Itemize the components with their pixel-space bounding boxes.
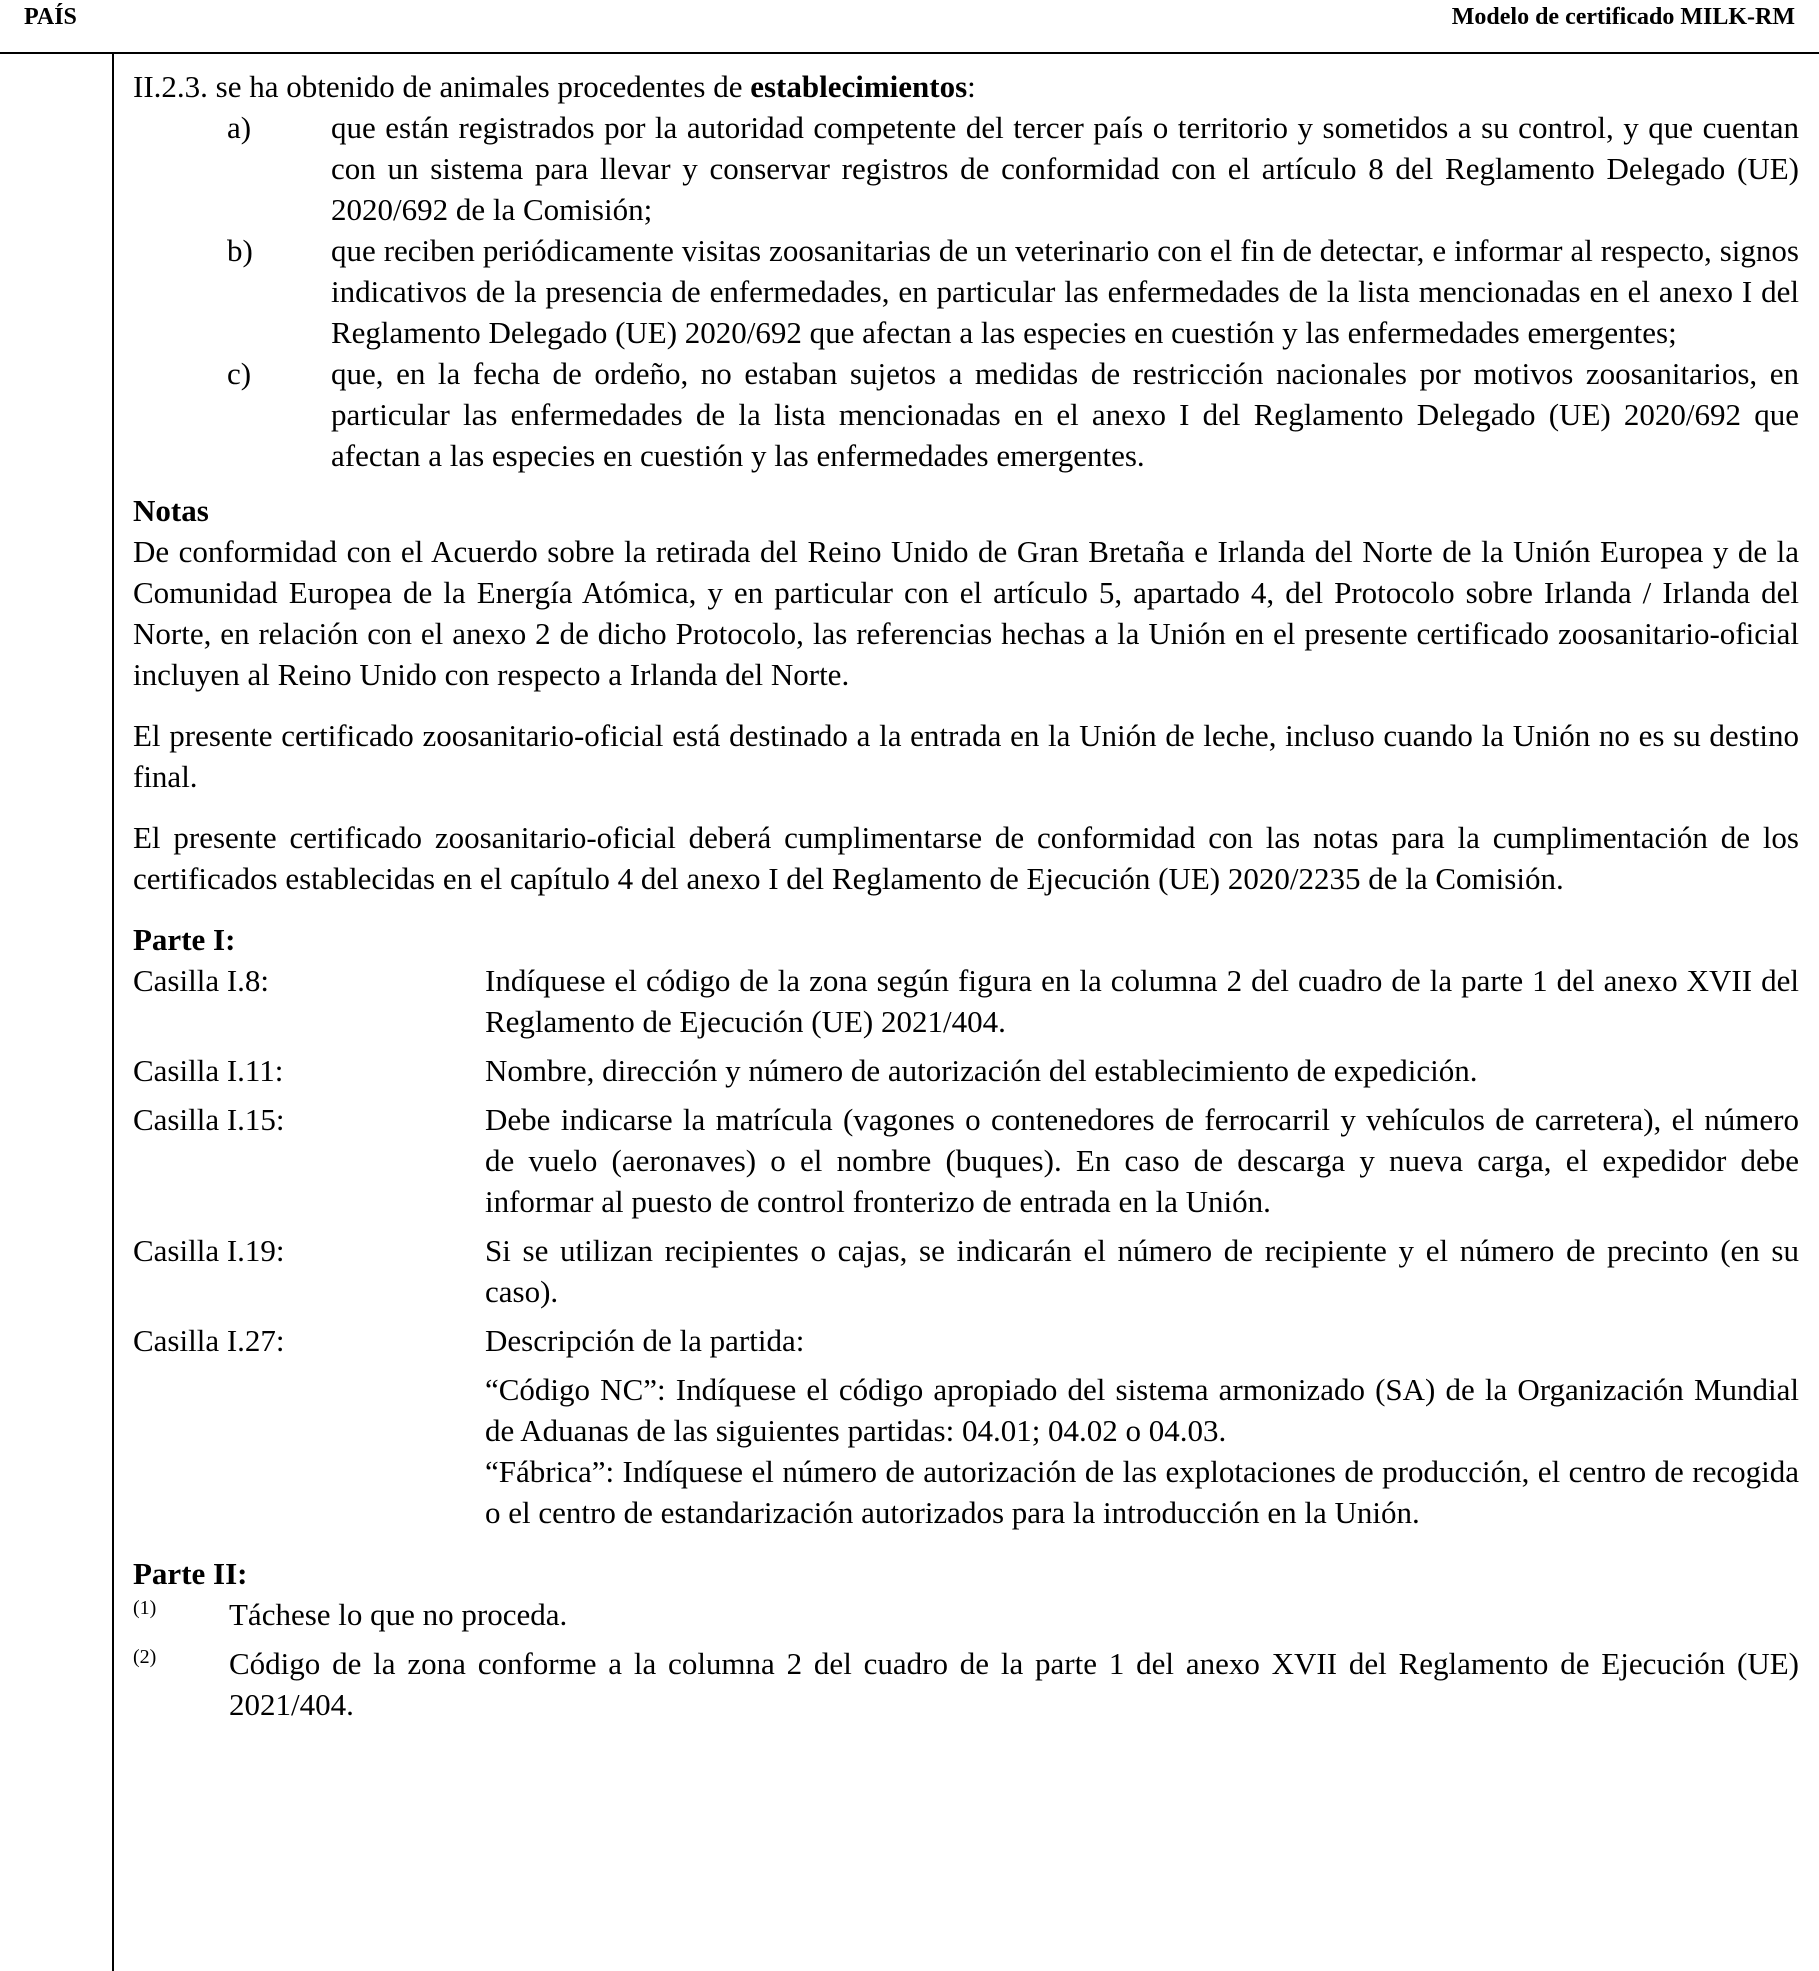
box-text: Debe indicarse la matrícula (vagones o contenedores de ferrocarril y vehículos de carretera), el número de vuelo (aeronaves) o el nombre (buques). En caso de descarga y nueva carga, el expedidor debe informar al puesto de control fronterizo de entrada en la Unión. (485, 1102, 1799, 1219)
certificate-body (133, 66, 1799, 1725)
box-row-i-19 (133, 1230, 1799, 1312)
notes-paragraph: El presente certificado zoosanitario-oficial está destinado a la entrada en la Unión de leche, incluso cuando la Unión no es su destino final. (133, 718, 1799, 794)
box-text: Si se utilizan recipientes o cajas, se indicarán el número de recipiente y el número de precinto (en su caso). (485, 1233, 1799, 1309)
i27-detail-factory: “Fábrica”: Indíquese el número de autorización de las explotaciones de producción, el centro de recogida o el centro de estandarización autorizados para la introducción en la Unión. (485, 1454, 1799, 1530)
list-item-text: que están registrados por la autoridad competente del tercer país o territorio y sometidos a su control, y que cuentan con un sistema para llevar y conservar registros de conformidad con el artículo 8 del Reglamento Delegado (UE) 2020/692 de la Comisión; (331, 110, 1799, 227)
box-row-i-27 (133, 1320, 1799, 1361)
left-margin-rule (112, 53, 114, 1971)
part-ii-title: Parte II: (133, 1556, 248, 1591)
section-intro-prefix: II.2.3. se ha obtenido de animales procedentes de (133, 69, 751, 104)
list-item-a (133, 107, 1799, 230)
list-item-c (133, 353, 1799, 476)
footnote-1 (133, 1594, 1799, 1635)
box-label: Casilla I.27: (133, 1323, 285, 1358)
notes-paragraph: De conformidad con el Acuerdo sobre la retirada del Reino Unido de Gran Bretaña e Irlanda del Norte de la Unión Europea y de la Comunidad Europea de la Energía Atómica, y en particular con el artículo 5, apartado 4, del Protocolo sobre Irlanda / Irlanda del Norte, en relación con el anexo 2 de dicho Protocolo, las referencias hechas a la Unión en el presente certificado zoosanitario-oficial incluyen al Reino Unido con respecto a Irlanda del Norte. (133, 534, 1799, 692)
header-rule (0, 52, 1819, 54)
list-item-text: que, en la fecha de ordeño, no estaban sujetos a medidas de restricción nacionales por motivos zoosanitarios, en particular las enfermedades de la lista mencionadas en el anexo I del Reglamento Delegado (UE) 2020/692 que afectan a las especies en cuestión y las enfermedades emergentes. (331, 356, 1799, 473)
section-intro-bold: establecimientos (750, 69, 968, 104)
list-marker: b) (227, 233, 253, 268)
box-row-i-11 (133, 1050, 1799, 1091)
notes-title: Notas (133, 493, 209, 528)
list-item-text: que reciben periódicamente visitas zoosanitarias de un veterinario con el fin de detectar, e informar al respecto, signos indicativos de la presencia de enfermedades, en particular las enfermedades de la lista mencionadas en el anexo I del Reglamento Delegado (UE) 2020/692 que afectan a las especies en cuestión y las enfermedades emergentes; (331, 233, 1799, 350)
section-intro-suffix: : (967, 69, 976, 104)
footnote-text: Táchese lo que no proceda. (229, 1597, 568, 1632)
footnote-number: (2) (133, 1646, 157, 1668)
list-marker: c) (227, 356, 252, 391)
section-ii-2-3-heading (133, 66, 1799, 107)
header-certificate-model: Modelo de certificado MILK-RM (1451, 4, 1795, 30)
footnote-2 (133, 1643, 1799, 1725)
footnote-number: (1) (133, 1597, 157, 1619)
part-i-title: Parte I: (133, 922, 236, 957)
list-marker: a) (227, 110, 252, 145)
footnote-text: Código de la zona conforme a la columna 2 del cuadro de la parte 1 del anexo XVII del Reglamento de Ejecución (UE) 2021/404. (229, 1646, 1799, 1722)
box-label: Casilla I.8: (133, 963, 270, 998)
notes-paragraph: El presente certificado zoosanitario-oficial deberá cumplimentarse de conformidad con las notas para la cumplimentación de los certificados establecidas en el capítulo 4 del anexo I del Reglamento de Ejecución (UE) 2020/2235 de la Comisión. (133, 820, 1799, 896)
header-country: PAÍS (24, 4, 77, 30)
i27-detail-cn-code: “Código NC”: Indíquese el código apropiado del sistema armonizado (SA) de la Organización Mundial de Aduanas de las siguientes partidas: 04.01; 04.02 o 04.03. (485, 1372, 1799, 1448)
box-row-i-15 (133, 1099, 1799, 1222)
box-row-i-8 (133, 960, 1799, 1042)
box-text: Indíquese el código de la zona según figura en la columna 2 del cuadro de la parte 1 del anexo XVII del Reglamento de Ejecución (UE) 2021/404. (485, 963, 1799, 1039)
box-label: Casilla I.15: (133, 1102, 285, 1137)
list-item-b (133, 230, 1799, 353)
box-text: Descripción de la partida: (485, 1323, 805, 1358)
box-label: Casilla I.19: (133, 1233, 285, 1268)
box-label: Casilla I.11: (133, 1053, 284, 1088)
page-header (0, 0, 1819, 40)
box-text: Nombre, dirección y número de autorización del establecimiento de expedición. (485, 1053, 1478, 1088)
